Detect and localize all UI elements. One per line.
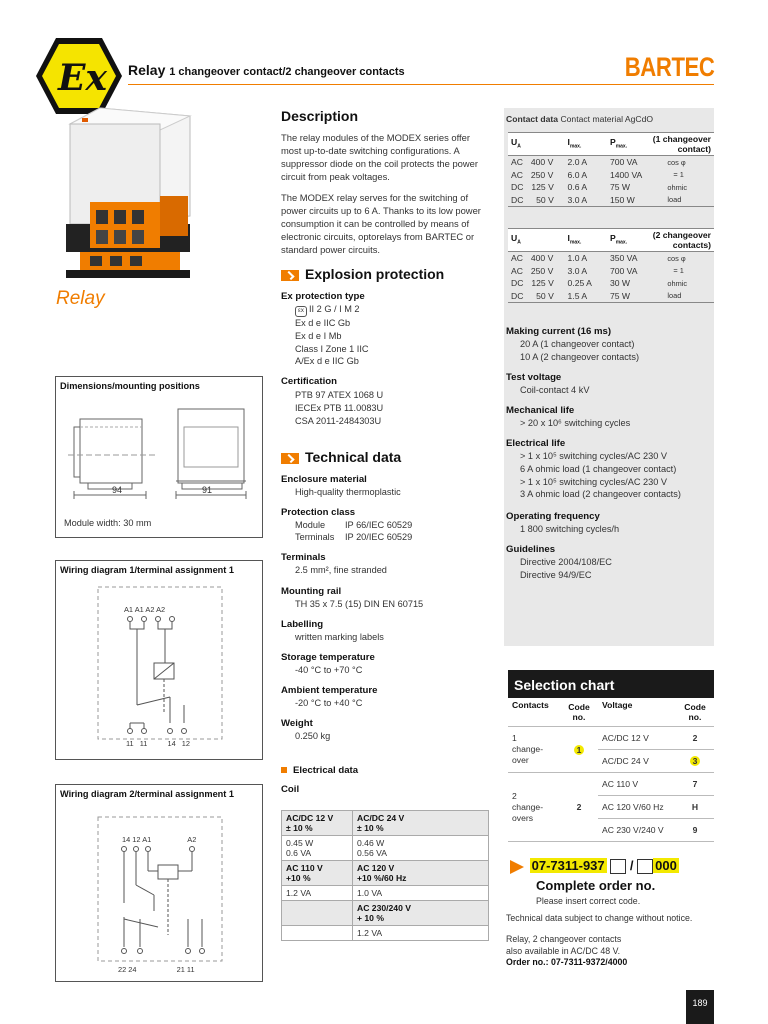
voltage-code: 3 (676, 750, 714, 773)
table-row (282, 861, 489, 886)
making-list (520, 338, 639, 364)
contact-data-line (506, 113, 653, 126)
guide-item: Directive 94/9/EC (520, 569, 592, 580)
coil-cell: 1.2 VA (282, 886, 353, 901)
voltage-cell: AC 230 V/240 V (598, 819, 676, 842)
voltage-code: 9 (676, 819, 714, 842)
terminal-a1: A1 (124, 605, 134, 614)
header-imax: $I_{max.}$ (565, 229, 607, 252)
header-pmax: $P_{max.}$ (607, 133, 649, 156)
description-p1: The relay modules of the MODEX series offer most up-to-date switching configurations. A suppressor diode on the coil protects the power circuit from peak voltages. (281, 132, 478, 182)
module-width: Module width: 30 mm (64, 518, 152, 528)
terminal-24: 24 (128, 965, 137, 974)
code-group-2: 2 (560, 773, 598, 842)
code-box-1[interactable] (610, 859, 626, 874)
coil-cell: 1.2 VA (353, 926, 489, 941)
making-item: 20 A (1 changeover contact) (520, 339, 635, 349)
weight-value: 0.250 kg (295, 731, 331, 741)
note-cos: cos φ (667, 157, 686, 167)
table-row: DC 50 V 3.0 A 150 W load (508, 194, 714, 207)
header-title (128, 62, 405, 78)
ex-type-label: Ex protection type (281, 291, 365, 302)
rail-value: TH 35 x 7.5 (15) DIN EN 60715 (295, 599, 424, 609)
table-row: AC 250 V 3.0 A 700 VA = 1 (508, 265, 714, 278)
wiring1-caption: Wiring diagram 1/terminal assignment 1 (60, 565, 235, 575)
description-p2: The MODEX relay serves for the switching of power circuits up to 6 A. Thanks to its low power consumption it can be controlled by means of electronic circuits, optorelays from BARTEC or standard power circuits. (281, 192, 481, 255)
rail-label: Mounting rail (281, 586, 342, 597)
note-cos: cos φ (667, 253, 686, 263)
note-ohmic: ohmic (667, 278, 688, 288)
protection-label: Protection class (281, 507, 356, 518)
table-row: DC 125 V 0.25 A 30 W ohmic (508, 277, 714, 290)
relay-note-3: Order no.: 07-7311-9372/4000 (506, 957, 628, 967)
contact-data-label: Contact data (506, 114, 559, 124)
technical-title (281, 449, 401, 465)
complete-order-label: Complete order no. (536, 878, 656, 893)
elec-item: > 1 x 10⁵ switching cycles/AC 230 V (520, 476, 668, 487)
coil-cell: 0.45 W 0.6 VA (282, 836, 353, 861)
guide-item: Directive 2004/108/EC (520, 557, 612, 567)
terminal-a2b: A2 (156, 605, 166, 614)
header-imax: $I_{max.}$ (565, 133, 607, 156)
note-load: load (667, 195, 682, 205)
cert-label: Certification (281, 376, 337, 387)
ex-mark-icon: εx (295, 306, 307, 317)
ex-type-list (295, 303, 369, 368)
order-slash: / (629, 858, 634, 873)
brand-logo: BARTEC (624, 52, 714, 82)
terminal-11b: 11 (139, 739, 148, 748)
terminals-value: 2.5 mm², fine stranded (295, 565, 387, 575)
contact-table-2 (508, 228, 714, 303)
square-bullet-icon (281, 767, 287, 773)
product-image (60, 106, 200, 281)
enclosure-label: Enclosure material (281, 474, 367, 485)
storage-value: -40 °C to +70 °C (295, 665, 363, 675)
page-number-box (686, 990, 714, 1024)
freq-label: Operating frequency (506, 511, 600, 522)
guide-label: Guidelines (506, 544, 556, 555)
terminal-a2: A2 (187, 835, 197, 844)
elec-label: Electrical life (506, 438, 566, 449)
header-code1: Code no. (560, 698, 598, 727)
arrow-icon (281, 453, 299, 464)
dimension-drawing (68, 397, 258, 507)
protection-terminals: Terminals IP 20/IEC 60529 (295, 532, 413, 542)
wiring1-schematic (96, 585, 226, 745)
order-code-line (504, 858, 679, 874)
explosion-title-text: Explosion protection (305, 266, 445, 282)
dimension-94: 94 (112, 485, 123, 495)
order-suffix: 000 (655, 858, 677, 873)
coil-cell: 1.0 VA (353, 886, 489, 901)
wiring-diagram-1 (55, 560, 263, 760)
table-row (282, 886, 489, 901)
contact-material: Contact material AgCdO (560, 114, 654, 124)
coil-cell: AC 110 V +10 % (282, 861, 353, 886)
freq-value: 1 800 switching cycles/h (520, 524, 620, 534)
cert-item: CSA 2011-2484303U (295, 415, 382, 426)
order-code: 07-7311-937 (531, 858, 605, 873)
protection-module: Module IP 66/IEC 60529 (295, 520, 413, 530)
table-row (282, 836, 489, 861)
voltage-code: 2 (676, 727, 714, 750)
header-code2: Code no. (676, 698, 714, 727)
table2-title: (2 changeover contacts) (649, 229, 714, 252)
code-box-2[interactable] (637, 859, 653, 874)
ambient-label: Ambient temperature (281, 685, 378, 696)
terminal-a1b: A1 (134, 605, 144, 614)
elec-item: 6 A ohmic load (1 changeover contact) (520, 463, 677, 474)
ex-type-item: A/Ex d e IIC Gb (295, 356, 359, 367)
making-label: Making current (16 ms) (506, 326, 612, 337)
wiring1-bottom-terminals (126, 739, 190, 748)
making-item: 10 A (2 changeover contacts) (520, 351, 640, 362)
dimensions-box (55, 376, 263, 538)
voltage-cell: AC 120 V/60 Hz (598, 796, 676, 819)
table-row (282, 901, 489, 926)
description-title: Description (281, 108, 359, 124)
note-ohmic: ohmic (667, 182, 688, 192)
voltage-cell: AC 110 V (598, 773, 676, 796)
wiring2-schematic (96, 815, 226, 965)
note-eq: = 1 (673, 170, 684, 180)
voltage-code: 7 (676, 773, 714, 796)
terminal-21: 21 (176, 965, 185, 974)
relay-note-1: Relay, 2 changeover contacts (506, 934, 622, 944)
table-row (282, 811, 489, 836)
terminal-a2: A2 (145, 605, 155, 614)
cert-list (295, 389, 383, 427)
table-row (508, 773, 714, 796)
product-subtitle: 1 changeover contact/2 changeover contacts (169, 66, 405, 78)
terminal-22: 22 (118, 965, 127, 974)
coil-table (281, 810, 489, 941)
table-row (508, 727, 714, 750)
wiring2-caption: Wiring diagram 2/terminal assignment 1 (60, 789, 235, 799)
arrow-icon (281, 270, 299, 281)
contacts-group-1: 1 change- over (508, 727, 560, 773)
wiring-diagram-2 (55, 784, 263, 982)
ambient-value: -20 °C to +40 °C (295, 698, 363, 708)
coil-label: Coil (281, 784, 300, 795)
table-header (508, 133, 714, 156)
terminal-12: 12 (181, 739, 190, 748)
coil-cell: AC/DC 24 V ± 10 % (353, 811, 489, 836)
wiring2-bottom-terminals (118, 965, 195, 974)
table-row: DC 50 V 1.5 A 75 W load (508, 290, 714, 303)
coil-cell: AC 230/240 V + 10 % (353, 901, 489, 926)
table-row: AC 400 V 2.0 A 700 VA cos φ (508, 156, 714, 169)
selection-title-bar (508, 670, 714, 698)
technical-title-text: Technical data (305, 449, 402, 465)
coil-cell (282, 926, 353, 941)
cert-item: IECEx PTB 11.0083U (295, 402, 384, 413)
ex-type-item: εx II 2 G / I M 2 (295, 303, 369, 317)
table-header (508, 229, 714, 252)
terminals-label: Terminals (281, 552, 326, 563)
header-pmax: $P_{max.}$ (607, 229, 649, 252)
terminal-14: 14 (122, 835, 131, 844)
mech-value: > 20 x 10⁶ switching cycles (520, 418, 631, 428)
ex-type-item: Class I Zone 1 IIC (295, 343, 369, 354)
table-row: DC 125 V 0.6 A 75 W ohmic (508, 181, 714, 194)
header-rule (128, 84, 714, 85)
dimensions-caption: Dimensions/mounting positions (60, 381, 200, 391)
order-arrow-icon (510, 860, 524, 874)
product-name: Relay (128, 62, 166, 78)
selection-table (508, 698, 714, 842)
relay-title: Relay (56, 288, 105, 309)
voltage-cell: AC/DC 24 V (598, 750, 676, 773)
note-eq: = 1 (673, 266, 684, 276)
ex-type-item: Ex d e I Mb (295, 330, 342, 341)
header-voltage: Voltage (598, 698, 676, 727)
guide-list (520, 556, 612, 582)
mech-label: Mechanical life (506, 405, 575, 416)
elec-item: > 1 x 10⁵ switching cycles/AC 230 V (520, 451, 668, 461)
terminal-a1: A1 (142, 835, 152, 844)
dimension-91: 91 (202, 485, 213, 495)
cert-item: PTB 97 ATEX 1068 U (295, 390, 384, 400)
terminal-11: 11 (186, 965, 195, 974)
table-header (508, 698, 714, 727)
coil-cell (282, 901, 353, 926)
contact-table-1 (508, 132, 714, 207)
coil-cell: 0.46 W 0.56 VA (353, 836, 489, 861)
header-ua: $U_A$ (508, 229, 565, 252)
electrical-title: Electrical data (281, 765, 358, 776)
elec-item: 3 A ohmic load (2 changeover contacts) (520, 489, 681, 500)
relay-note-2: also available in AC/DC 48 V. (506, 945, 621, 956)
contacts-group-2: 2 change- overs (508, 773, 560, 842)
explosion-title (281, 266, 444, 282)
weight-label: Weight (281, 718, 313, 729)
labelling-label: Labelling (281, 619, 324, 630)
terminal-14: 14 (167, 739, 176, 748)
test-value: Coil-contact 4 kV (520, 385, 590, 395)
ex-logo (34, 36, 124, 116)
table1-title: (1 changeover contact) (649, 133, 714, 156)
table-row (282, 926, 489, 941)
note-load: load (667, 291, 682, 301)
labelling-value: written marking labels (295, 632, 384, 642)
header-ua: $U_A$ (508, 133, 565, 156)
relay-note (506, 934, 627, 969)
voltage-code: H (676, 796, 714, 819)
code-group-1: 1 (560, 727, 598, 773)
insert-code-note: Please insert correct code. (536, 896, 641, 906)
enclosure-value: High-quality thermoplastic (295, 487, 401, 497)
storage-label: Storage temperature (281, 652, 375, 663)
coil-cell: AC 120 V +10 %/60 Hz (353, 861, 489, 886)
test-label: Test voltage (506, 372, 562, 383)
voltage-cell: AC/DC 12 V (598, 727, 676, 750)
table-row: AC 400 V 1.0 A 350 VA cos φ (508, 252, 714, 265)
ex-type-item: Ex d e IIC Gb (295, 318, 351, 328)
header-contacts: Contacts (508, 698, 560, 727)
terminal-11: 11 (126, 739, 134, 748)
elec-list (520, 450, 681, 501)
table-row: AC 250 V 6.0 A 1400 VA = 1 (508, 169, 714, 182)
selection-title: Selection chart (514, 677, 615, 693)
terminal-12: 12 (132, 835, 141, 844)
svg-text:Ex: Ex (58, 57, 107, 99)
subject-note: Technical data subject to change without notice. (506, 913, 693, 923)
coil-cell: AC/DC 12 V ± 10 % (282, 811, 353, 836)
page-number: 189 (692, 998, 708, 1008)
